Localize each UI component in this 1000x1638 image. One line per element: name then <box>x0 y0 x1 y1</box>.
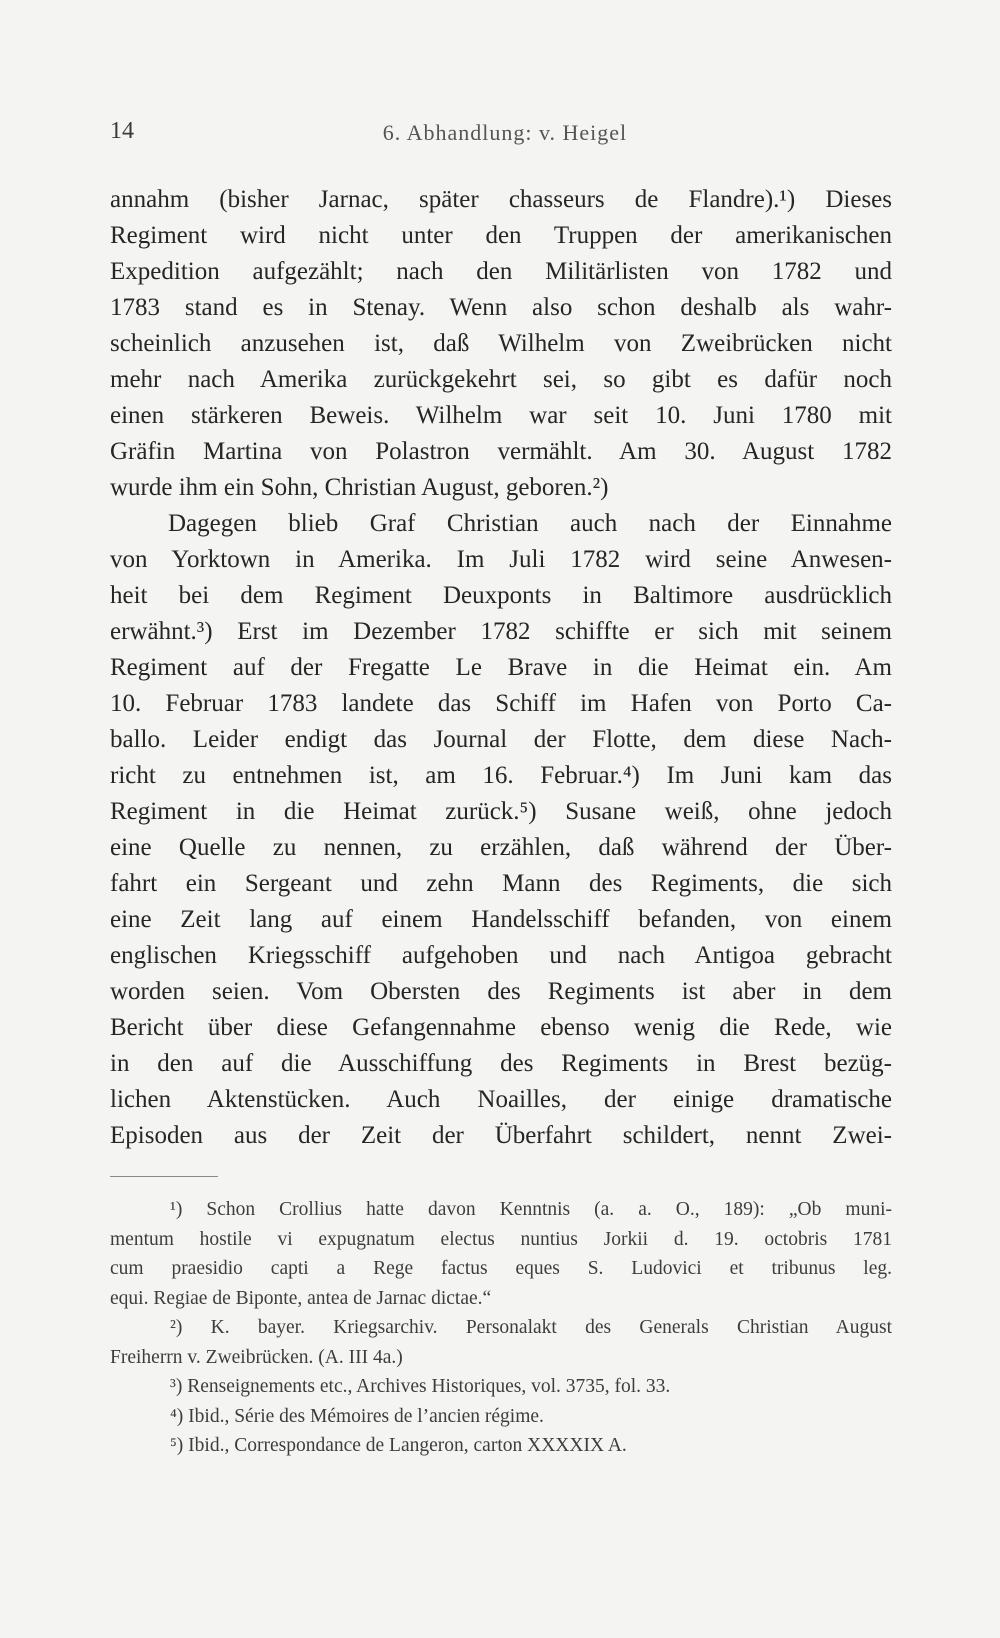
body-line: fahrt ein Sergeant und zehn Mann des Regiments, die sich <box>110 870 892 897</box>
body-line: heit bei dem Regiment Deuxponts in Baltimore ausdrücklich <box>110 582 892 609</box>
body-line: Episoden aus der Zeit der Überfahrt schildert, nennt Zwei- <box>110 1122 892 1149</box>
body-line: Regiment wird nicht unter den Truppen der amerikanischen <box>110 222 892 249</box>
body-line: scheinlich anzusehen ist, daß Wilhelm von Zweibrücken nicht <box>110 330 892 357</box>
body-line: worden seien. Vom Obersten des Regiments ist aber in dem <box>110 978 892 1005</box>
footnote-line: cum praesidio capti a Rege factus eques S. Ludovici et tribunus leg. <box>110 1258 892 1279</box>
body-line: einen stärkeren Beweis. Wilhelm war seit 10. Juni 1780 mit <box>110 402 892 429</box>
footnote-line: equi. Regiae de Biponte, antea de Jarnac dictae.“ <box>110 1287 492 1309</box>
footnote-line: ³) Renseignements etc., Archives Historiques, vol. 3735, fol. 33. <box>170 1376 671 1397</box>
body-line: Gräfin Martina von Polastron vermählt. Am 30. August 1782 <box>110 438 892 465</box>
body-line: eine Zeit lang auf einem Handelsschiff befanden, von einem <box>110 906 892 933</box>
body-line: eine Quelle zu nennen, zu erzählen, daß während der Über- <box>110 834 892 861</box>
body-line: ballo. Leider endigt das Journal der Flotte, dem diese Nach- <box>110 726 892 753</box>
footnote-line: mentum hostile vi expugnatum electus nuntius Jorkii d. 19. octobris 1781 <box>110 1228 892 1250</box>
footnote-divider <box>110 1176 218 1177</box>
body-line: lichen Aktenstücken. Auch Noailles, der einige dramatische <box>110 1086 892 1113</box>
page-number: 14 <box>110 118 134 144</box>
running-head: 6. Abhandlung: v. Heigel <box>382 120 628 145</box>
footnote-line: ⁴) Ibid., Série des Mémoires de l’ancien régime. <box>170 1405 544 1427</box>
body-line: 10. Februar 1783 landete das Schiff im Hafen von Porto Ca- <box>110 690 892 717</box>
body-line: Regiment auf der Fregatte Le Brave in die Heimat ein. Am <box>110 654 892 681</box>
body-line: englischen Kriegsschiff aufgehoben und nach Antigoa gebracht <box>110 942 892 969</box>
body-line: erwähnt.³) Erst im Dezember 1782 schiffte er sich mit seinem <box>110 618 892 645</box>
body-line: mehr nach Amerika zurückgekehrt sei, so gibt es dafür noch <box>110 366 892 393</box>
footnotes <box>110 1195 892 1461</box>
body-line: Regiment in die Heimat zurück.⁵) Susane weiß, ohne jedoch <box>110 798 892 825</box>
footnote-line: ²) K. bayer. Kriegsarchiv. Personalakt des Generals Christian August <box>170 1317 892 1338</box>
body-line: annahm (bisher Jarnac, später chasseurs de Flandre).¹) Dieses <box>110 186 892 213</box>
body-line: richt zu entnehmen ist, am 16. Februar.⁴) Im Juni kam das <box>110 762 892 789</box>
body-line: in den auf die Ausschiffung des Regiments in Brest bezüg- <box>110 1050 892 1077</box>
body-line: 1783 stand es in Stenay. Wenn also schon deshalb als wahr- <box>110 294 892 321</box>
body-text <box>110 182 892 1154</box>
body-line: Expedition aufgezählt; nach den Militärlisten von 1782 und <box>110 258 892 285</box>
footnote-line: ¹) Schon Crollius hatte davon Kenntnis (a. a. O., 189): „Ob muni- <box>170 1199 892 1220</box>
body-line: Dagegen blieb Graf Christian auch nach der Einnahme <box>168 510 892 537</box>
body-line: Bericht über diese Gefangennahme ebenso wenig die Rede, wie <box>110 1014 892 1041</box>
footnote-line: ⁵) Ibid., Correspondance de Langeron, carton XXXXIX A. <box>170 1435 627 1456</box>
body-line: von Yorktown in Amerika. Im Juli 1782 wird seine Anwesen- <box>110 546 892 573</box>
page-header <box>110 118 900 148</box>
body-line: wurde ihm ein Sohn, Christian August, geboren.²) <box>110 474 609 501</box>
footnote-line: Freiherrn v. Zweibrücken. (A. III 4a.) <box>110 1346 403 1368</box>
